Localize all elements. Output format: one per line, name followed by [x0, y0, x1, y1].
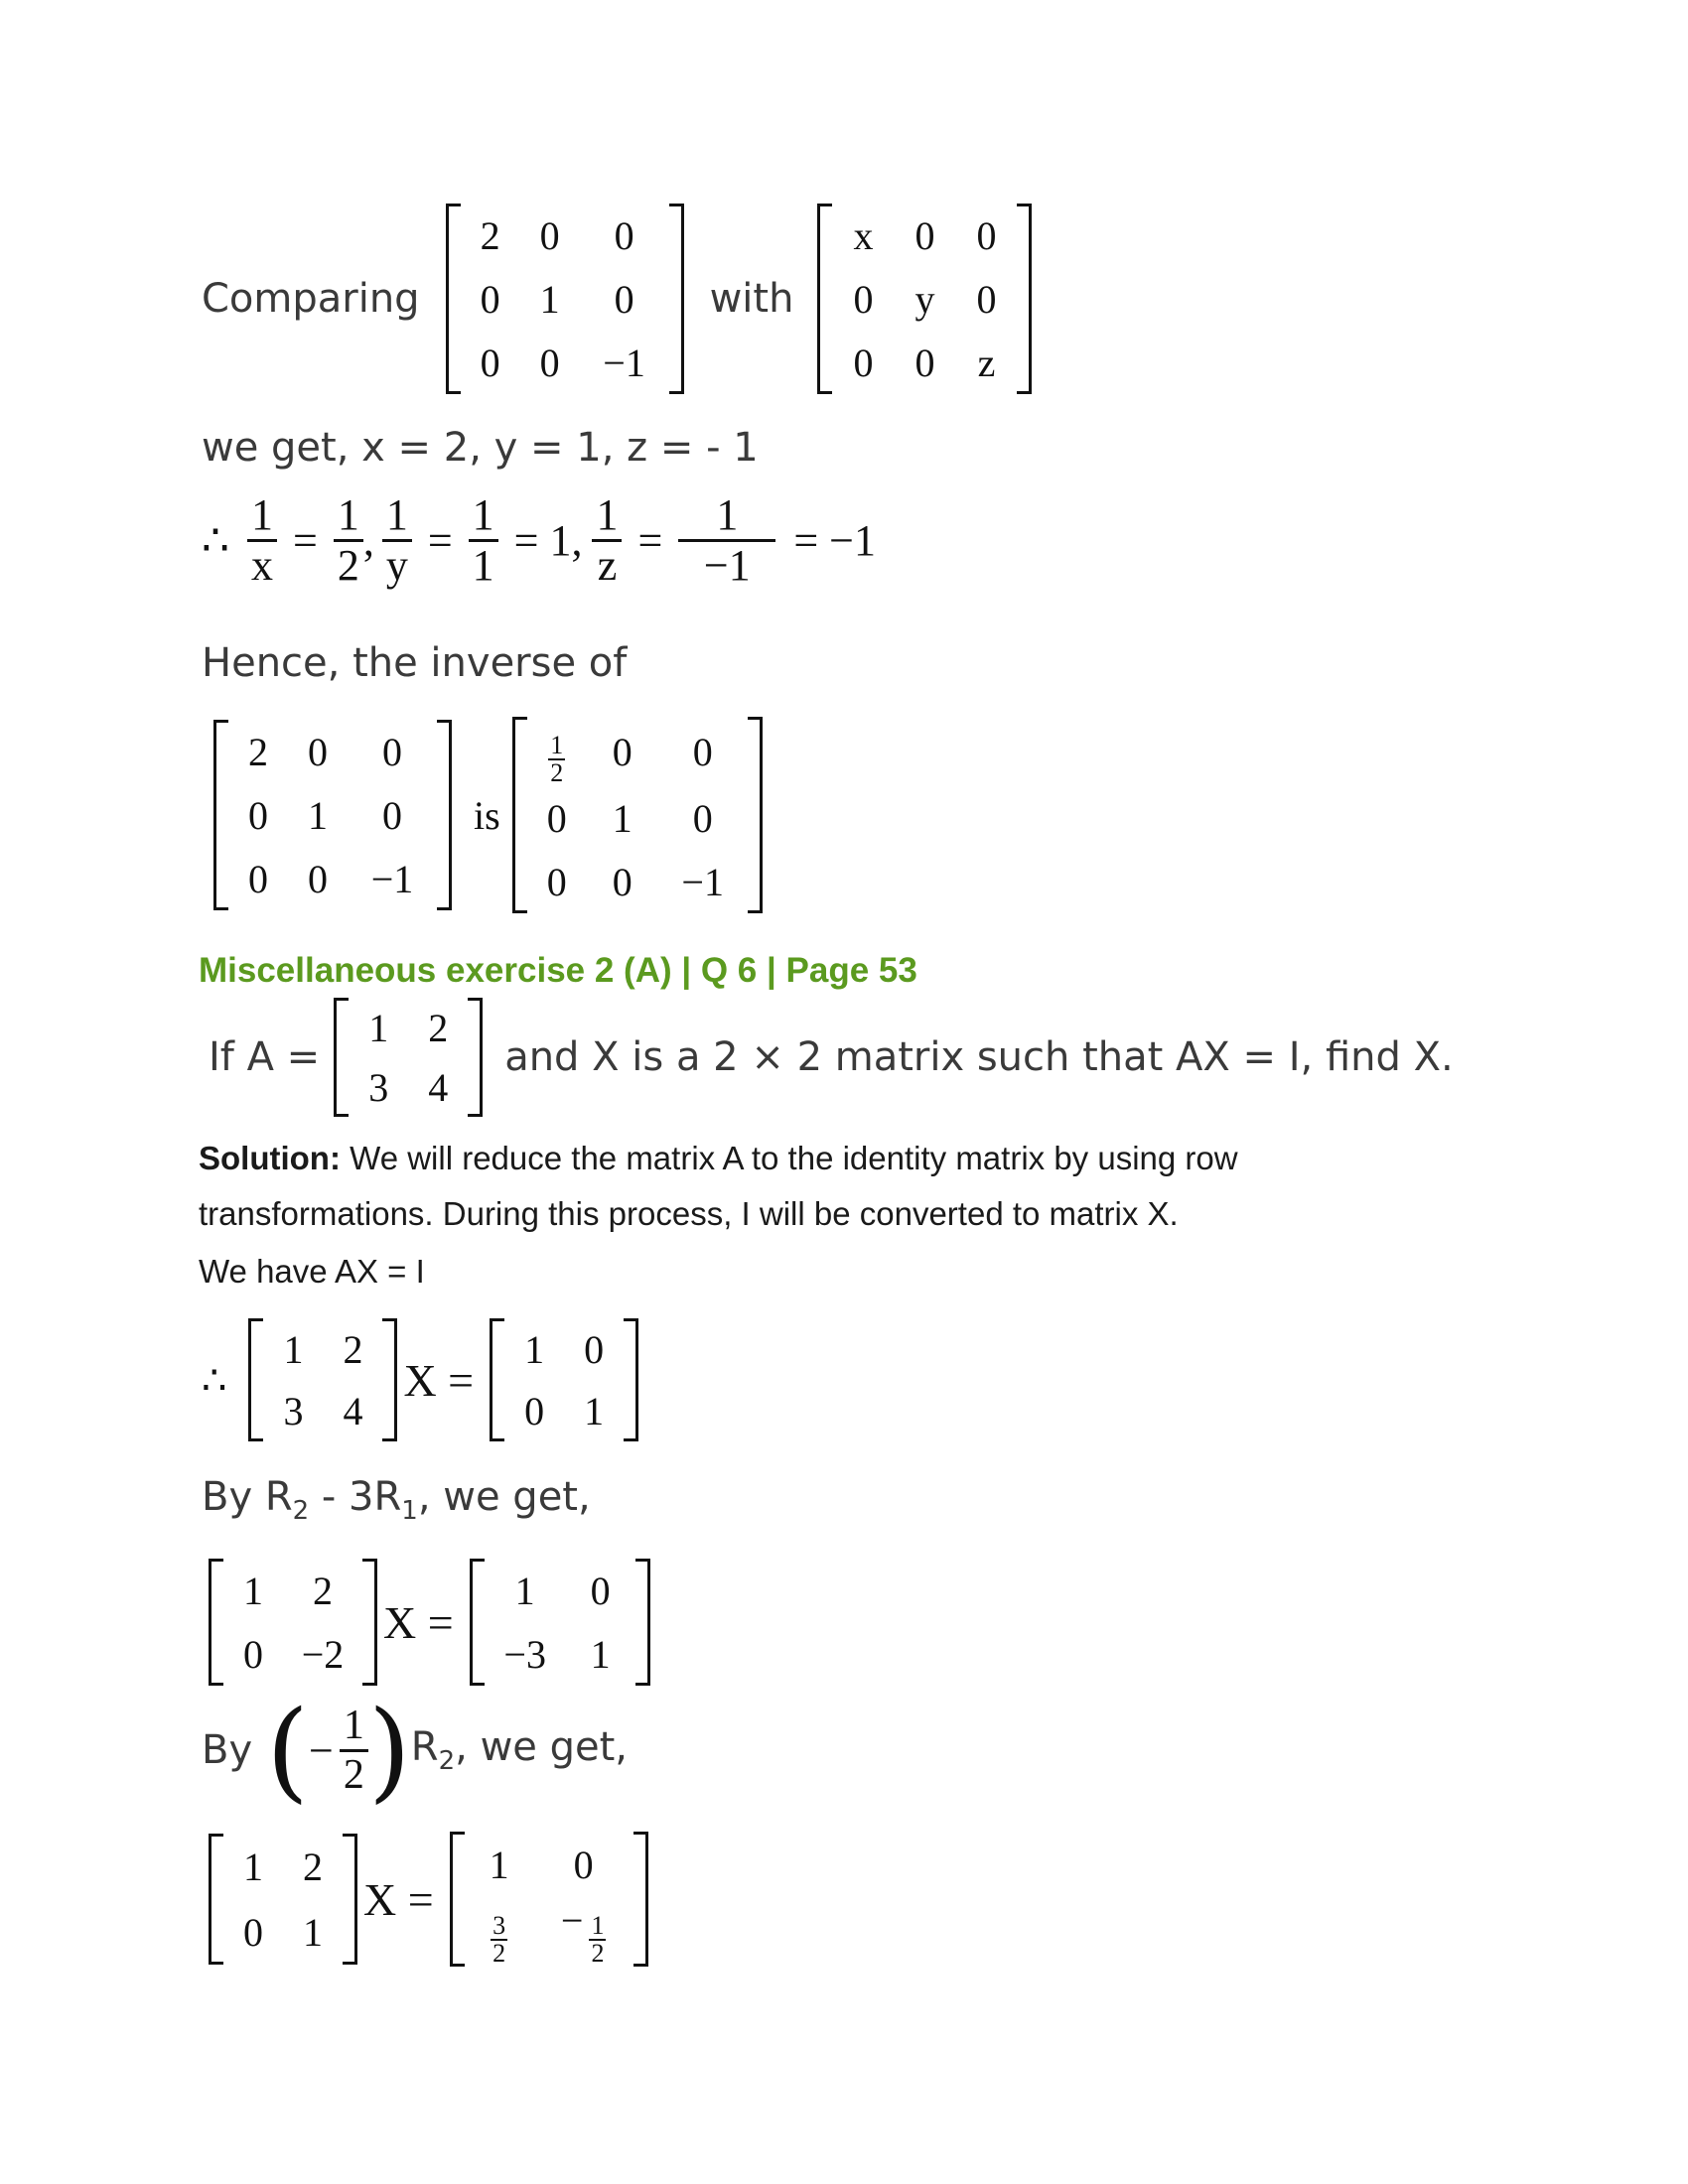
- matrix-xyz: x 0 0 0 y 0 0 0 z: [817, 204, 1032, 394]
- equals-sign: =: [427, 516, 453, 566]
- matrix-diag: 2 0 0 0 1 0 0 0 −1: [446, 204, 684, 394]
- matrix-rhs-eq3: 1 0 $\frac{3}{2}$ − $\frac{1}{2}$: [450, 1832, 648, 1967]
- equals-one: = 1,: [513, 516, 583, 566]
- question-row: [209, 998, 1454, 1117]
- x-equals: X =: [363, 1873, 434, 1925]
- matrix-inverse: $\frac{1}{2}$ 0 0 0 1 0 0 0 −1: [512, 717, 763, 913]
- reciprocals-line: [202, 491, 876, 591]
- equals-sign: =: [637, 516, 663, 566]
- therefore-symbol: ∴: [202, 516, 229, 566]
- therefore-symbol: ∴: [202, 1357, 227, 1403]
- comparing-label: Comparing: [202, 276, 420, 322]
- question-suffix: and X is a 2 × 2 matrix such that AX = I, find X.: [504, 1034, 1454, 1080]
- equation-3: [209, 1832, 648, 1967]
- solution-text-1: We will reduce the matrix A to the identity matrix by using row: [340, 1140, 1238, 1176]
- x-equals: X =: [383, 1596, 454, 1648]
- comma: ,: [362, 516, 374, 566]
- frac-1-over-1: $\frac{1}{1}$: [469, 491, 498, 591]
- step-2-text: By ( − $\frac{1}{2}$ ) $R_2$, we get,: [202, 1687, 629, 1814]
- matrix-identity: 1 0 0 1: [490, 1318, 638, 1441]
- hence-line: Hence, the inverse of: [202, 640, 628, 686]
- frac-1-over-neg1: $\frac{1}{-1}$: [678, 491, 775, 591]
- frac-1-over-y: $\frac{1}{y}$: [382, 491, 412, 591]
- is-label: is: [474, 792, 500, 838]
- matrix-rhs-eq2: 1 0 −3 1: [470, 1559, 650, 1686]
- frac-three-halves: $\frac{3}{2}$: [492, 1911, 506, 1968]
- with-label: with: [709, 276, 794, 322]
- equation-1: [202, 1318, 638, 1441]
- inverse-row: [213, 717, 763, 913]
- comparing-row: [202, 204, 1032, 394]
- solution-line-2: transformations. During this process, I will be converted to matrix X.: [199, 1195, 1179, 1232]
- frac-1-over-x: $\frac{1}{x}$: [247, 491, 277, 591]
- solution-line-3: We have AX = I: [199, 1253, 425, 1290]
- matrix-a-eq1: 1 2 3 4: [248, 1318, 397, 1441]
- right-paren: ): [367, 1687, 411, 1814]
- equation-2: [209, 1559, 650, 1686]
- matrix-lhs-eq3: 1 2 0 1: [209, 1834, 357, 1965]
- frac-half: $\frac{1}{2}$: [550, 731, 564, 787]
- we-get-line: we get, x = 2, y = 1, z = - 1: [202, 425, 759, 471]
- step-1-text: By $R_2 - 3R_1$, we get,: [202, 1474, 591, 1526]
- frac-1-over-2: $\frac{1}{2}$: [334, 491, 363, 591]
- frac-1-over-z: $\frac{1}{z}$: [592, 491, 622, 591]
- matrix-original: 2 0 0 0 1 0 0 0 −1: [213, 720, 452, 910]
- matrix-lhs-eq2: 1 2 0 −2: [209, 1559, 377, 1686]
- left-paren: (: [266, 1687, 310, 1814]
- solution-line-1: [199, 1140, 1238, 1177]
- equals-neg-one: = −1: [793, 516, 876, 566]
- question-prefix: If A =: [209, 1034, 321, 1080]
- solution-label: Solution:: [199, 1140, 341, 1176]
- section-heading: Miscellaneous exercise 2 (A) | Q 6 | Page 53: [199, 951, 917, 990]
- frac-neg-half: $\frac{1}{2}$: [591, 1911, 605, 1968]
- frac-one-half: $\frac{1}{2}$: [340, 1703, 368, 1797]
- matrix-a: 1 2 3 4: [334, 998, 483, 1117]
- equals-sign: =: [293, 516, 318, 566]
- x-equals: X =: [403, 1354, 475, 1406]
